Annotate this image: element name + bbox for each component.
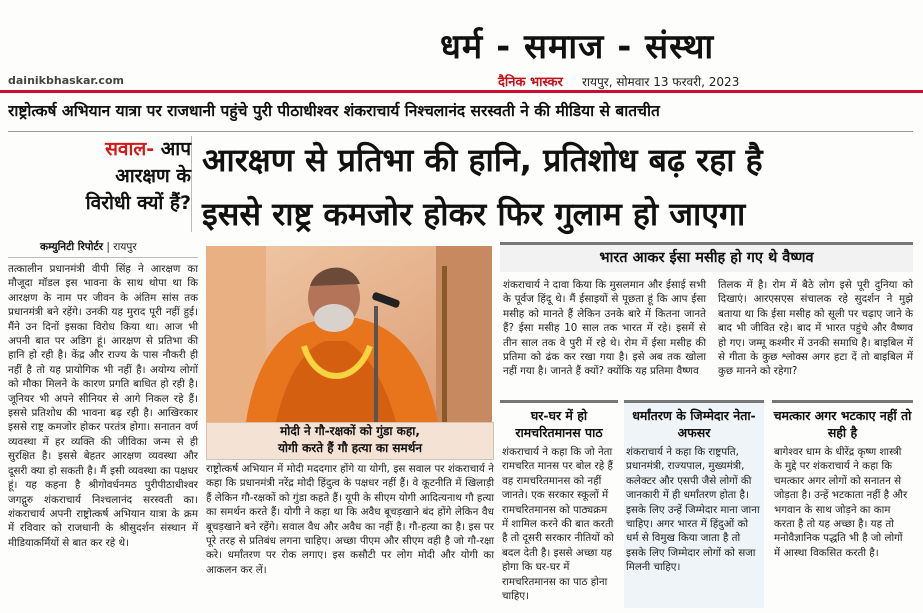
byline-city: रायपुर [113,241,137,253]
newspaper-brand: दैनिक भास्कर [498,75,563,90]
question-line-1 [8,136,191,163]
question-line-3: विरोधी क्यों हैं? [85,192,191,214]
dateline: रायपुर, सोमवार 13 फरवरी, 2023 [582,75,740,89]
sub-story-miracle [772,400,913,608]
kicker-line: राष्ट्रोत्कर्ष अभियान यात्रा पर राजधानी पहुंचे पुरी पीठाधीश्वर शंकराचार्य निश्चलानंद सरस्वती ने की मीडिया से बातचीत [8,102,660,120]
sub-story-conversion [624,400,764,608]
right-story-header [500,242,913,272]
left-column-text: तत्कालीन प्रधानमंत्री वीपी सिंह ने आरक्षण का मौजूदा मॉडल इस भावना के साथ थोपा था कि आरक्षण के नाम पर जीवन के अंतिम सांस तक प्रधानमंत्री बने रहेंगे। उनकी यह मुराद पूरी नहीं हुई। मैंने उन दिनों इसका विरोध किया था। आज भी अपनी बात पर अडिग हूं। आरक्षण से प्रतिभा की हानि हो रही है। केंद्र और राज्य के पास नौकरी ही नहीं है तो यह प्रायोगिक भी नहीं है। अयोग्य लोगों को मौका मिलने के कारण प्रगति बाधित हो रही है। जूनियर भी अपने सीनियर से आगे निकल रहे हैं। इससे प्रतिशोध की भावना बढ़ रही है। आखिरकार इससे राष्ट्र कमजोर होकर परतंत्र होगा। सनातन वर्ण व्यवस्था में हर व्यक्ति की जीविका जन्म से ही सुरक्षित है। इससे बेहतर आरक्षण व्यवस्था और दूसरी क्या हो सकती है। मैं इसी व्यवस्था का पक्षधर हूं। यह कहना है श्रीगोवर्धनमठ पुरीपीठाधीश्वर जगद्गुरु शंकराचार्य निश्चलानंद सरस्वती का। शंकराचार्य अपनी राष्ट्रोत्कर्ष अभियान यात्रा के क्रम में रविवार को राजधानी के श्रीसुदर्शन संस्थान में मीडियाकर्मियों से बात कर रहे थे। [8,263,198,549]
photo-illustration [206,246,492,422]
middle-column-text: राष्ट्रोत्कर्ष अभियान में मोदी मददगार होंगे या योगी, इस सवाल पर शंकराचार्य ने कहा कि प्रधानमंत्री नरेंद्र मोदी हिंदुत्व के पक्षधर नहीं हैं। वे कूटनीति में खिलाड़ी हैं लेकिन गौ-रक्षकों को गुंडा कहते हैं। यूपी के सीएम योगी आदित्यनाथ गौ हत्या का समर्थन करते हैं। योगी ने कहा था कि अवैध बूचड़खाने बंद होंगे लेकिन वैध बूचड़खाने बने रहेंगे। सवाल वैध और अवैध का नहीं है। गौ-हत्या का है। इस पर पूरे तरह से प्रतिबंध लगना चाहिए। अच्छा पीएम और सीएम वही है जो गौ-रक्षा करे। धर्मांतरण पर रोक लगाए। इस कसौटी पर लोग मोदी और योगी का आकलन कर लें। [206,463,494,576]
byline: कम्युनिटी रिपोर्टर | रायपुर [40,241,137,253]
caption-line-1: मोदी ने गौ-रक्षकों को गुंडा कहा, [280,424,420,438]
website-url: dainikbhaskar.com [8,74,124,87]
sub-story-text: शंकराचार्य ने कहा कि जो नेता रामचरित मानस पर बोल रहे हैं वह रामचरितमानस को नहीं जानते। एक सरकार स्कूलों में रामचरितमानस को पाठ्यक्रम में शामिल करने की बात करती है तो दूसरी सरकार नीतियों को बदल देती है। इससे अच्छा यह होगा कि घर-घर में रामचरितमानस का पाठ होना चाहिए। [502,446,614,603]
sub-story-title: चमत्कार अगर भटकाए नहीं तो सही है [772,400,913,441]
section-title: धर्म - समाज - संस्था [440,27,715,67]
sub-story-text: शंकराचार्य ने कहा कि राष्ट्रपति, प्रधानमंत्री, राज्यपाल, मुख्यमंत्री, कलेक्टर और एसपी जैसे लोगों की जानकारी में ही धर्मांतरण होता है। इसके लिए उन्हें जिम्मेदार माना जाना चाहिए। अगर भारत में हिंदुओं को धर्म से विमुख किया जाता है तो इसके लिए जिम्मेदार लोगों को सजा मिलनी चाहिए। [626,446,760,574]
question-rest: आप [154,138,191,160]
right-story-title: भारत आकर ईसा मसीह हो गए थे वैष्णव [599,250,814,266]
sub-story-text: बागेश्वर धाम के धीरेंद्र कृष्ण शास्त्री के मुद्दे पर शंकराचार्य ने कहा कि चमत्कार अगर लोगों को सनातन से जोड़ता है। उन्हें भटकाता नहीं है और भगवान के साथ जोड़ने का काम करता है तो यह अच्छा है। यह तो मनोवैज्ञानिक पद्धति भी है जो लोगों में आस्था विकसित करती है। [774,446,908,559]
shankaracharya-photo [206,246,492,422]
divider [8,257,198,258]
headline-line-2: इससे राष्ट्र कमजोर होकर फिर गुलाम हो जाएगा [202,195,746,233]
question-prefix: सवाल- [105,138,155,160]
question-line-2: आरक्षण के [115,165,191,187]
caption-line-2: योगी करते हैं गौ हत्या का समर्थन [277,441,423,455]
byline-reporter: कम्युनिटी रिपोर्टर [40,241,104,253]
sub-story-title: धर्मांतरण के जिम्मेदार नेता-अफसर [624,400,764,441]
headline-line-1: आरक्षण से प्रतिभा की हानि, प्रतिशोध बढ़ रहा है [202,141,763,179]
question-box [8,136,192,232]
sub-story-title: घर-घर में हो रामचरितमानस पाठ [500,400,618,441]
sub-story-ramcharitmanas [500,400,618,608]
right-story-column-2: तिलक में है। रोम में बैठे लोग इसे पूरी दुनिया को दिखाएं। आरएसएस संचालक रहे सुदर्शन ने मुझे बताया था कि ईसा मसीह को सूली पर चढ़ाए जाने के बाद भी जीवित रहे। बाद में भारत पहुंचे और वैष्णव हो गए। जम्मू कश्मीर में उनकी समाधि है। बाइबिल में से गीता के कुछ श्लोक्स अगर हटा दें तो बाइबिल में कुछ मानने को रहेगा? [718,279,913,378]
right-story-column-1: शंकराचार्य ने दावा किया कि मुसलमान और ईसाई सभी के पूर्वज हिंदू थे। मैं ईसाइयों से पूछता हूं कि आप ईसा मसीह को मानते हैं लेकिन उनके बारे में कितना जानते हैं? ईसा मसीह 10 साल तक भारत में रहे। इसमें से तीन साल तक वे पुरी में रहे थे। रोम में ईसा मसीह की प्रतिमा को ढंक कर रखा गया है। इसे अब तक खोला नहीं गया है। जानते हैं क्यों? क्योंकि यह प्रतिमा वैष्णव [503,279,706,378]
masthead-rule [0,90,923,93]
divider [8,131,913,132]
caption-box [206,422,494,460]
